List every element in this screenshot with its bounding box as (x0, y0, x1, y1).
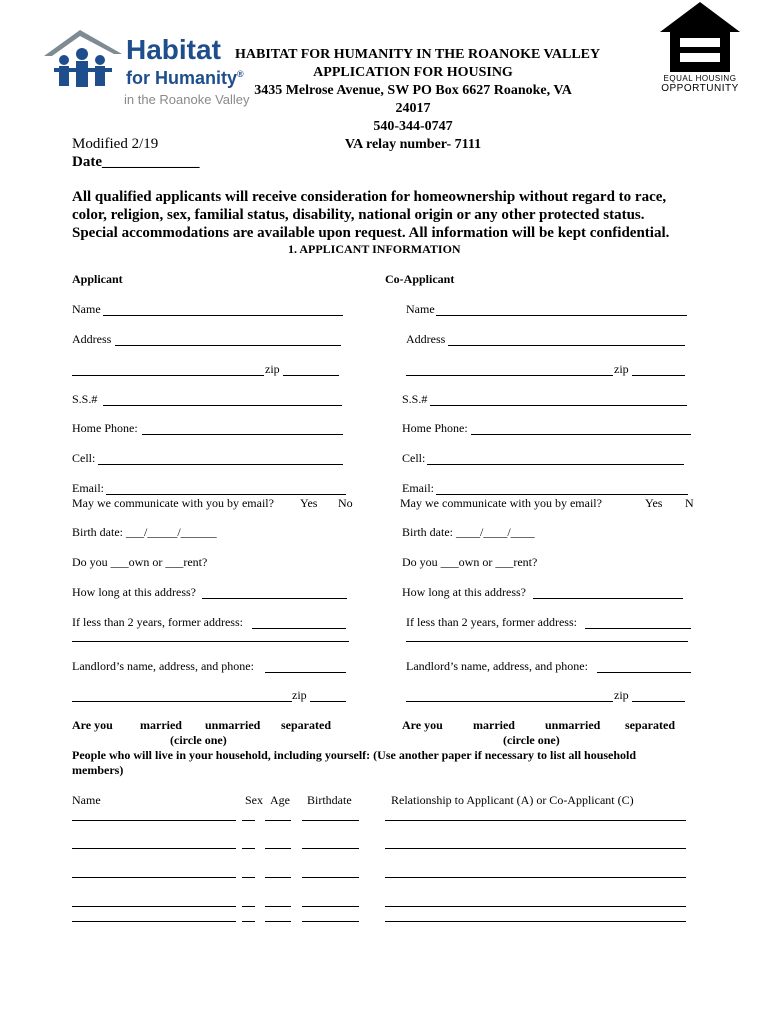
coapplicant-unmarried[interactable]: unmarried (545, 718, 601, 732)
coapplicant-ss-line[interactable] (430, 405, 687, 406)
household-col-birthdate: Birthdate (307, 793, 352, 807)
household-age-line[interactable] (265, 906, 291, 907)
household-birthdate-line[interactable] (302, 848, 359, 849)
coapplicant-address2-line[interactable] (406, 375, 613, 376)
coapplicant-birthdate[interactable]: Birth date: ____/____/____ (402, 525, 535, 539)
applicant-name-label: Name (72, 302, 101, 316)
coapplicant-landlord-zip-label: zip (614, 688, 629, 702)
household-note: People who will live in your household, including yourself: (Use another paper if necessary to list all household members) (72, 748, 637, 777)
applicant-address-line[interactable] (115, 345, 341, 346)
coapplicant-email-yes[interactable]: Yes (645, 496, 663, 510)
logo-for-humanity-text (126, 68, 244, 89)
applicant-zip-line[interactable] (283, 375, 339, 376)
applicant-separated[interactable]: separated (281, 718, 331, 732)
date-field[interactable]: Date_____________ (72, 154, 200, 170)
applicant-email-label: Email: (72, 481, 104, 495)
coapplicant-homephone-label: Home Phone: (402, 421, 468, 435)
header-block (235, 46, 601, 154)
household-name-line[interactable] (72, 906, 236, 907)
applicant-email-no[interactable]: No (338, 496, 353, 510)
applicant-landlord-line[interactable] (265, 672, 346, 673)
equal-housing-logo (652, 0, 748, 100)
applicant-homephone-label: Home Phone: (72, 421, 138, 435)
household-birthdate-line[interactable] (302, 921, 359, 922)
coapplicant-name-label: Name (406, 302, 435, 316)
coapplicant-landlord-line[interactable] (597, 672, 691, 673)
applicant-howlong-label: How long at this address? (72, 585, 196, 599)
household-col-sex: Sex (245, 793, 263, 807)
header-zip: 24017 (395, 101, 431, 116)
registered-mark: ® (237, 69, 244, 79)
coapplicant-are-you: Are you (402, 718, 443, 732)
household-age-line[interactable] (265, 921, 291, 922)
household-name-line[interactable] (72, 877, 236, 878)
coapplicant-landlord-label: Landlord’s name, address, and phone: (406, 659, 588, 673)
applicant-are-you: Are you (72, 718, 113, 732)
applicant-circle-one: (circle one) (170, 733, 227, 747)
coapplicant-zip-label: zip (614, 362, 629, 376)
household-col-age: Age (270, 793, 290, 807)
applicant-former-line1[interactable] (252, 628, 346, 629)
household-col-relationship: Relationship to Applicant (A) or Co-Applicant (C) (391, 793, 634, 807)
coapplicant-zip-line[interactable] (632, 375, 685, 376)
coapplicant-former-line1[interactable] (585, 628, 691, 629)
applicant-landlord-addr-line[interactable] (72, 701, 292, 702)
applicant-email-line[interactable] (106, 494, 346, 495)
applicant-email-question: May we communicate with you by email? (72, 496, 274, 510)
applicant-heading: Applicant (72, 272, 123, 286)
household-relationship-line[interactable] (385, 848, 686, 849)
household-age-line[interactable] (265, 848, 291, 849)
header-title: APPLICATION FOR HOUSING (313, 65, 513, 80)
household-sex-line[interactable] (242, 921, 255, 922)
household-relationship-line[interactable] (385, 877, 686, 878)
household-name-line[interactable] (72, 820, 236, 821)
habitat-logo (40, 24, 260, 114)
coapplicant-email-label: Email: (402, 481, 434, 495)
coapplicant-homephone-line[interactable] (471, 434, 691, 435)
coapplicant-email-question: May we communicate with you by email? (400, 496, 602, 510)
coapplicant-howlong-label: How long at this address? (402, 585, 526, 599)
applicant-birthdate[interactable]: Birth date: ___/_____/______ (72, 525, 217, 539)
coapplicant-former-line2[interactable] (406, 641, 688, 642)
applicant-email-yes[interactable]: Yes (300, 496, 318, 510)
household-sex-line[interactable] (242, 877, 255, 878)
coapplicant-cell-label: Cell: (402, 451, 426, 465)
house-people-icon (40, 24, 126, 94)
applicant-address2-line[interactable] (72, 375, 264, 376)
logo-habitat-text: Habitat (126, 34, 221, 65)
non-discrimination-statement: All qualified applicants will receive consideration for homeownership without regard to race, color, religion, sex, familial status, disability, national origin or any other protected status. Special accommodations are available upon request. All information will be kept confidential. (72, 189, 670, 241)
coapplicant-address-line[interactable] (448, 345, 685, 346)
coapplicant-email-line[interactable] (436, 494, 688, 495)
household-sex-line[interactable] (242, 848, 255, 849)
applicant-howlong-line[interactable] (202, 598, 347, 599)
equal-housing-icon (658, 0, 742, 74)
coapplicant-howlong-line[interactable] (533, 598, 683, 599)
coapplicant-circle-one: (circle one) (503, 733, 560, 747)
household-name-line[interactable] (72, 921, 236, 922)
applicant-landlord-label: Landlord’s name, address, and phone: (72, 659, 254, 673)
household-age-line[interactable] (265, 820, 291, 821)
household-relationship-line[interactable] (385, 921, 686, 922)
household-relationship-line[interactable] (385, 906, 686, 907)
header-address: 3435 Melrose Avenue, SW PO Box 6627 Roanoke, VA (254, 83, 572, 98)
household-col-name: Name (72, 793, 101, 807)
applicant-ss-label: S.S.# (72, 392, 98, 406)
household-sex-line[interactable] (242, 906, 255, 907)
eho-line1: EQUAL HOUSING (663, 74, 737, 83)
applicant-name-line[interactable] (103, 315, 343, 316)
modified-date: Modified 2/19 (72, 136, 159, 152)
coapplicant-own-rent[interactable]: Do you ___own or ___rent? (402, 555, 538, 569)
household-birthdate-line[interactable] (302, 877, 359, 878)
applicant-homephone-line[interactable] (142, 434, 343, 435)
applicant-unmarried[interactable]: unmarried (205, 718, 261, 732)
coapplicant-cell-line[interactable] (427, 464, 684, 465)
applicant-former-line2[interactable] (72, 641, 349, 642)
applicant-landlord-zip-label: zip (292, 688, 307, 702)
coapplicant-separated[interactable]: separated (625, 718, 675, 732)
household-birthdate-line[interactable] (302, 906, 359, 907)
eho-line2: OPPORTUNITY (661, 83, 739, 94)
applicant-zip-label: zip (265, 362, 280, 376)
household-name-line[interactable] (72, 848, 236, 849)
coapplicant-heading: Co-Applicant (385, 272, 455, 286)
household-sex-line[interactable] (242, 820, 255, 821)
applicant-married[interactable]: married (140, 718, 182, 732)
logo-for-humanity-words: for Humanity (126, 68, 238, 88)
header-org: HABITAT FOR HUMANITY IN THE ROANOKE VALLEY (235, 47, 601, 62)
coapplicant-email-no[interactable]: N (685, 496, 694, 510)
header-phone: 540-344-0747 (373, 119, 453, 134)
coapplicant-married[interactable]: married (473, 718, 515, 732)
coapplicant-name-line[interactable] (436, 315, 687, 316)
header-relay: VA relay number- 7111 (344, 137, 482, 152)
applicant-address-label: Address (72, 332, 112, 346)
logo-roanoke-text: in the Roanoke Valley (124, 92, 250, 107)
household-age-line[interactable] (265, 877, 291, 878)
coapplicant-landlord-zip-line[interactable] (632, 701, 685, 702)
household-relationship-line[interactable] (385, 820, 686, 821)
applicant-former-label: If less than 2 years, former address: (72, 615, 243, 629)
household-birthdate-line[interactable] (302, 820, 359, 821)
coapplicant-address-label: Address (406, 332, 446, 346)
applicant-cell-label: Cell: (72, 451, 96, 465)
applicant-own-rent[interactable]: Do you ___own or ___rent? (72, 555, 208, 569)
coapplicant-landlord-addr-line[interactable] (406, 701, 613, 702)
section-title: 1. APPLICANT INFORMATION (288, 242, 461, 256)
applicant-ss-line[interactable] (103, 405, 342, 406)
applicant-landlord-zip-line[interactable] (310, 701, 346, 702)
applicant-cell-line[interactable] (98, 464, 343, 465)
coapplicant-former-label: If less than 2 years, former address: (406, 615, 577, 629)
coapplicant-ss-label: S.S.# (402, 392, 428, 406)
